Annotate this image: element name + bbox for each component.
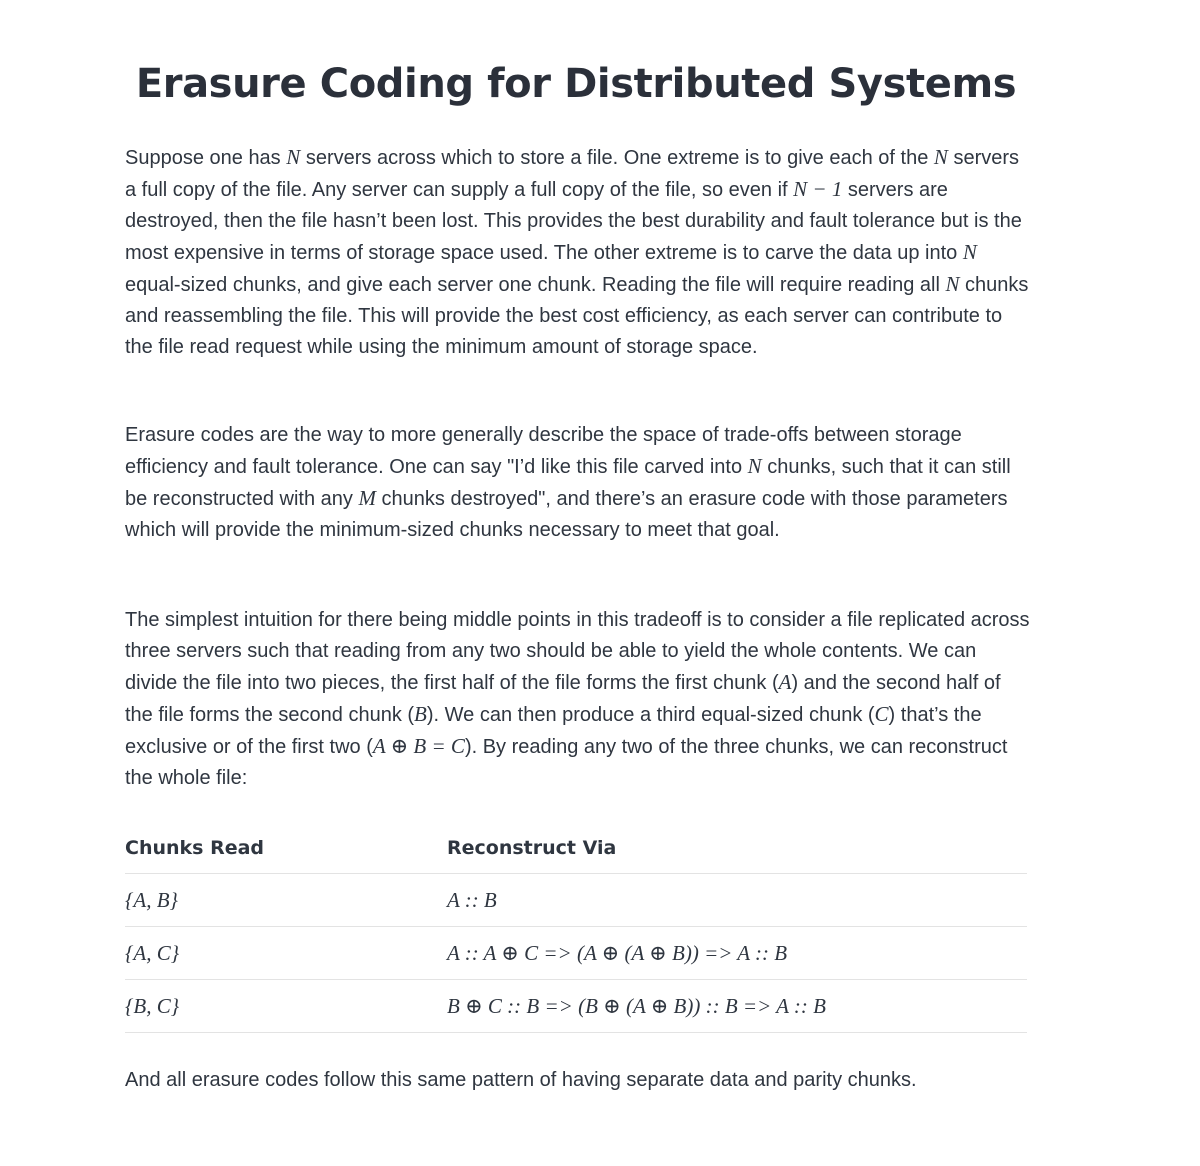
table-header-row: [125, 822, 1027, 874]
chunks-read-cell: {B, C}: [125, 980, 447, 1033]
text: Suppose one has: [125, 147, 287, 169]
chunks-read-cell: {A, C}: [125, 927, 447, 980]
math-n: N: [747, 454, 762, 478]
text: ) and the second half of the file forms the second chunk (: [125, 672, 1001, 726]
text: ). We can then produce a third equal-sized chunk (: [426, 704, 875, 726]
text: chunks and reassembling the file. This will provide the best cost efficiency, as each server can contribute to the file read request while using the minimum amount of storage space.: [125, 274, 1029, 358]
text: equal-sized chunks, and give each server one chunk. Reading the file will require reading all: [125, 274, 946, 296]
text: servers are destroyed, then the file hasn’t been lost. This provides the best durability and fault tolerance but is the most expensive in terms of storage space used. The other extreme is to carve the data up into: [125, 179, 1022, 264]
text: The simplest intuition for there being middle points in this tradeoff is to consider a file replicated across three servers such that reading from any two should be able to yield the whole contents. We can divide the file into two pieces, the first half of the file forms the first chunk (: [125, 609, 1030, 694]
math-n: N: [962, 240, 977, 264]
table-row: [125, 927, 1027, 980]
reconstruction-table: [125, 822, 1027, 1033]
math-c: C: [874, 702, 889, 726]
text: ) that’s the exclusive or of the first two (: [125, 704, 982, 758]
math-n: N: [933, 145, 948, 169]
reconstruct-via-cell: B ⊕ C :: B => (B ⊕ (A ⊕ B)) :: B => A :: B: [447, 980, 1027, 1033]
paragraph-conclusion: And all erasure codes follow this same pattern of having separate data and parity chunks.: [125, 1069, 917, 1091]
paragraph-erasure-codes: [125, 420, 1030, 546]
article-title: Erasure Coding for Distributed Systems: [135, 61, 1017, 107]
math-xor-equation: A ⊕ B = C: [372, 734, 465, 758]
column-header-reconstruct-via: Reconstruct Via: [447, 822, 1027, 874]
table-row: [125, 874, 1027, 927]
math-n: N: [945, 272, 960, 296]
paragraph-replication-extremes: [125, 142, 1030, 363]
reconstruct-via-cell: A :: B: [447, 874, 1027, 927]
text: Erasure codes are the way to more generally describe the space of trade-offs between storage efficiency and fault tolerance. One can say "I’d like this file carved into: [125, 424, 962, 478]
reconstruct-via-cell: A :: A ⊕ C => (A ⊕ (A ⊕ B)) => A :: B: [447, 927, 1027, 980]
math-n: N: [286, 145, 301, 169]
text: servers a full copy of the file. Any server can supply a full copy of the file, so even if: [125, 147, 1020, 201]
text: servers across which to store a file. One extreme is to give each of the: [300, 147, 934, 169]
math-n-minus-1: N − 1: [793, 177, 843, 201]
text: ). By reading any two of the three chunks, we can reconstruct the whole file:: [125, 736, 1008, 789]
paragraph-intuition: [125, 605, 1030, 794]
math-b: B: [414, 702, 427, 726]
table-row: [125, 980, 1027, 1033]
column-header-chunks-read: Chunks Read: [125, 822, 447, 874]
chunks-read-cell: {A, B}: [125, 874, 447, 927]
text: chunks destroyed", and there’s an erasure code with those parameters which will provide the minimum-sized chunks necessary to meet that goal.: [125, 488, 1008, 541]
math-a: A: [778, 670, 792, 694]
math-m: M: [358, 486, 376, 510]
text: chunks, such that it can still be reconstructed with any: [125, 456, 1011, 510]
